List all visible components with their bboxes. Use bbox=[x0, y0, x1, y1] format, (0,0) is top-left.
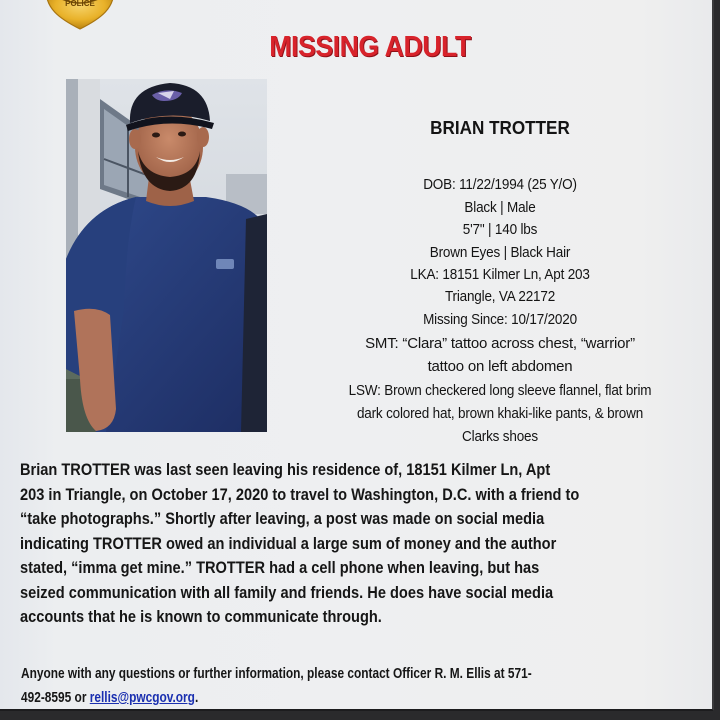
smt-line-2: tattoo on left abdomen bbox=[427, 358, 573, 375]
svg-text:POLICE: POLICE bbox=[65, 0, 95, 8]
narrative-line: stated, “imma get mine.” TROTTER had a cell phone when leaving, but has bbox=[20, 559, 540, 577]
lsw-line-2: dark colored hat, brown khaki-like pants, & brown bbox=[356, 405, 644, 422]
narrative-line: Brian TROTTER was last seen leaving his residence of, 18151 Kilmer Ln, Apt bbox=[20, 461, 551, 479]
narrative-paragraph bbox=[20, 458, 710, 630]
email-link[interactable]: rellis@pwcgov.org bbox=[89, 690, 195, 706]
narrative-line: accounts that he is known to communicate through. bbox=[20, 608, 382, 626]
narrative-line: seized communication with all family and friends. He does have social media bbox=[20, 583, 554, 602]
lsw-line-1: LSW: Brown checkered long sleeve flannel, flat brim bbox=[348, 382, 652, 399]
missing-since-line: Missing Since: 10/17/2020 bbox=[423, 311, 577, 328]
person-name: BRIAN TROTTER bbox=[430, 118, 570, 138]
lsw-line-3: Clarks shoes bbox=[462, 428, 538, 445]
missing-person-photo bbox=[66, 79, 267, 432]
phone-number: 492-8595 or bbox=[21, 690, 90, 706]
narrative-line: indicating TROTTER owed an individual a large sum of money and the author bbox=[20, 534, 557, 553]
police-badge-icon bbox=[42, 0, 118, 30]
contact-line-1: Anyone with any questions or further information, please contact Officer R. M. Ellis at 571- bbox=[21, 666, 532, 682]
lka-city-line: Triangle, VA 22172 bbox=[444, 288, 556, 305]
narrative-line: 203 in Triangle, on October 17, 2020 to travel to Washington, D.C. with a friend to bbox=[20, 485, 580, 504]
narrative-line: “take photographs.” Shortly after leaving, a post was made on social media bbox=[20, 510, 545, 528]
contact-line-2 bbox=[21, 686, 532, 710]
smt-line-1: SMT: “Clara” tattoo across chest, “warrior” bbox=[365, 335, 635, 352]
contact-info bbox=[21, 662, 644, 710]
eyes-hair-line: Brown Eyes | Black Hair bbox=[429, 244, 571, 261]
contact-period: . bbox=[194, 690, 199, 706]
dob-line: DOB: 11/22/1994 (25 Y/O) bbox=[423, 176, 577, 193]
height-weight-line: 5'7" | 140 lbs bbox=[462, 221, 538, 238]
lka-address-line: LKA: 18151 Kilmer Ln, Apt 203 bbox=[410, 266, 590, 283]
race-sex-line: Black | Male bbox=[464, 199, 536, 216]
poster-title: MISSING ADULT bbox=[269, 31, 471, 63]
